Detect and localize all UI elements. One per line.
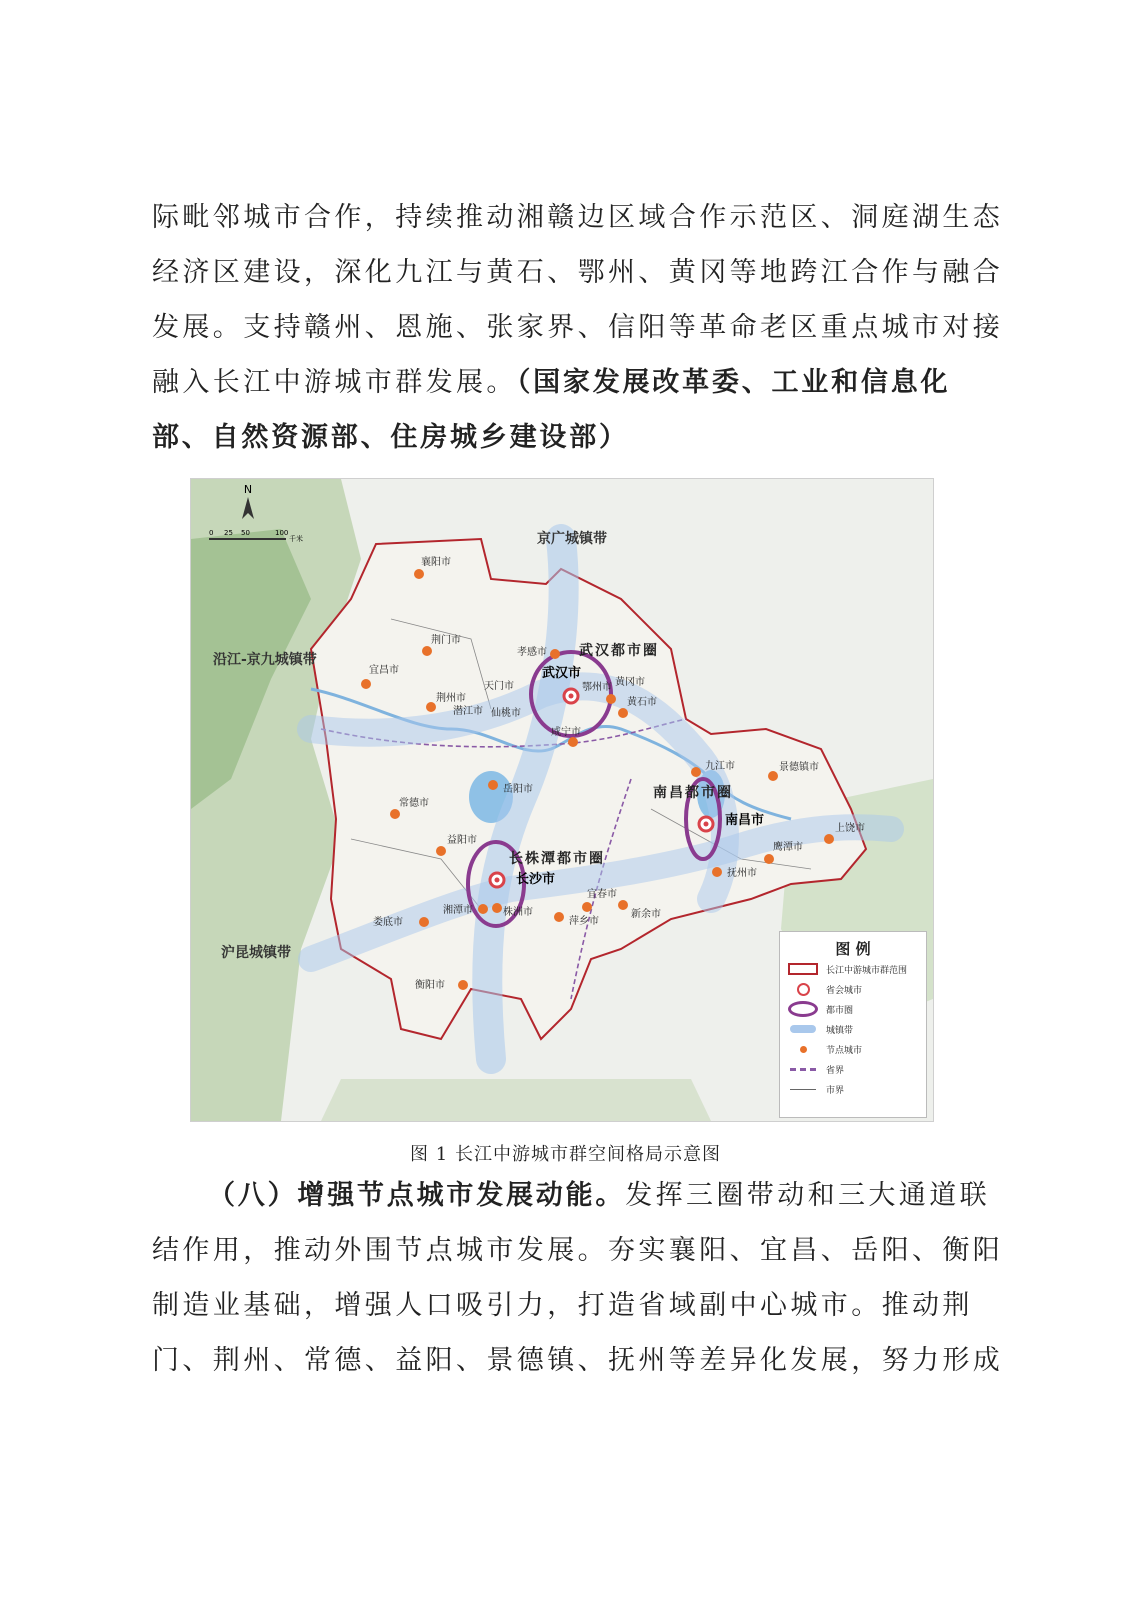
legend-item-capital <box>788 980 862 998</box>
node-dot <box>492 903 502 913</box>
node-label: 鄂州市 <box>582 682 612 693</box>
node-dot <box>390 809 400 819</box>
node-dot <box>691 767 701 777</box>
node-label: 黄石市 <box>627 697 657 708</box>
node-label: 咸宁市 <box>551 727 581 738</box>
node-label: 娄底市 <box>373 917 403 928</box>
node-dot <box>582 902 592 912</box>
node-dot <box>458 980 468 990</box>
corridor-label: 京广城镇带 <box>537 531 607 547</box>
node-label: 株洲市 <box>503 907 533 918</box>
legend-label: 市界 <box>826 1085 845 1096</box>
node-dot <box>712 867 722 877</box>
node-label: 孝感市 <box>517 647 547 658</box>
corridor-label: 沪昆城镇带 <box>221 945 291 961</box>
text-line: 发展。支持赣州、恩施、张家界、信阳等革命老区重点城市对接 <box>152 312 1004 343</box>
node-label: 湘潭市 <box>443 905 473 916</box>
province-line-icon <box>788 1062 818 1076</box>
text-line: 门、荆州、常德、益阳、景德镇、抚州等差异化发展，努力形成 <box>152 1345 1004 1376</box>
node-label: 九江市 <box>705 761 735 772</box>
capital-symbol-icon <box>788 982 818 996</box>
node-label: 岳阳市 <box>503 784 533 795</box>
node-dot <box>488 780 498 790</box>
node-label: 常德市 <box>399 798 429 809</box>
section-heading: （八）增强节点城市发展动能。 <box>208 1180 626 1211</box>
responsible-departments-cont: 部、自然资源部、住房城乡建设部） <box>152 422 629 453</box>
capital-label: 长沙市 <box>516 872 556 887</box>
paragraph-top <box>152 190 1004 465</box>
responsible-departments: （国家发展改革委、工业和信息化 <box>516 367 951 398</box>
node-label: 天门市 <box>484 681 514 692</box>
map-legend <box>779 931 927 1118</box>
legend-label: 省界 <box>826 1065 845 1076</box>
node-label: 鹰潭市 <box>773 842 803 853</box>
text-line: 际毗邻城市合作，持续推动湘赣边区域合作示范区、洞庭湖生态 <box>152 202 1004 233</box>
node-label: 仙桃市 <box>491 708 521 719</box>
capital-label: 南昌市 <box>725 813 765 828</box>
corridor-symbol-icon <box>788 1022 818 1036</box>
city-line-icon <box>788 1082 818 1096</box>
node-dot <box>824 834 834 844</box>
node-dot <box>478 904 488 914</box>
node-dot <box>414 569 424 579</box>
node-dot <box>764 854 774 864</box>
legend-item-province <box>788 1060 844 1078</box>
node-dot <box>550 649 560 659</box>
node-dot <box>361 679 371 689</box>
scale-tick: 50 <box>241 529 250 537</box>
scale-tick: 100 <box>275 529 289 537</box>
legend-label: 省会城市 <box>826 985 863 996</box>
north-label: N <box>243 483 253 496</box>
node-dot <box>768 771 778 781</box>
node-label: 景德镇市 <box>779 762 819 773</box>
text-line-rest: 发挥三圈带动和三大通道联 <box>625 1180 991 1211</box>
legend-label: 长江中游城市群范围 <box>826 965 908 976</box>
node-label: 宜春市 <box>587 889 617 900</box>
text-line-start: 融入长江中游城市群发展。 <box>152 367 517 398</box>
legend-item-range <box>788 960 907 978</box>
node-label: 襄阳市 <box>421 557 451 568</box>
legend-label: 城镇带 <box>826 1025 854 1036</box>
scale-unit: 千米 <box>289 535 303 543</box>
text-line <box>152 1168 991 1223</box>
legend-item-city <box>788 1080 844 1098</box>
paragraph-bottom <box>152 1168 1004 1388</box>
node-label: 潜江市 <box>453 706 483 717</box>
capital-changsha <box>490 871 555 887</box>
node-dot <box>426 702 436 712</box>
legend-title: 图 例 <box>835 940 871 958</box>
node-dot <box>568 737 578 747</box>
southern-hills <box>321 1079 711 1121</box>
node-label: 荆门市 <box>431 635 461 646</box>
legend-label: 节点城市 <box>826 1045 863 1056</box>
figure-caption: 图 1 长江中游城市群空间格局示意图 <box>410 1144 721 1165</box>
corridor-label: 沿江-京九城镇带 <box>213 652 317 668</box>
legend-item-corridor <box>788 1020 853 1038</box>
text-line <box>152 355 972 410</box>
node-dot <box>606 694 616 704</box>
node-dot <box>419 917 429 927</box>
node-label: 宜昌市 <box>369 665 399 676</box>
legend-item-metro <box>788 1000 853 1018</box>
node-dot <box>436 846 446 856</box>
metro-label: 武汉都市圈 <box>579 643 659 659</box>
node-label: 抚州市 <box>727 868 757 879</box>
scale-tick: 25 <box>224 529 233 537</box>
legend-label: 都市圈 <box>826 1005 854 1016</box>
metro-label: 长株潭都市圈 <box>509 851 605 867</box>
text-line: 结作用，推动外围节点城市发展。夯实襄阳、宜昌、岳阳、衡阳 <box>152 1235 1004 1266</box>
node-symbol-icon <box>788 1042 818 1056</box>
node-dot <box>618 708 628 718</box>
capital-label: 武汉市 <box>542 666 582 681</box>
range-symbol-icon <box>788 962 818 976</box>
node-label: 益阳市 <box>447 835 477 846</box>
node-label: 荆州市 <box>436 693 466 704</box>
node-dot <box>618 900 628 910</box>
node-dot <box>554 912 564 922</box>
node-label: 新余市 <box>631 909 661 920</box>
metro-symbol-icon <box>788 1002 818 1016</box>
scale-tick: 0 <box>209 529 214 537</box>
text-line: 经济区建设，深化九江与黄石、鄂州、黄冈等地跨江合作与融合 <box>152 257 1004 288</box>
node-label: 衡阳市 <box>415 980 445 991</box>
node-label: 上饶市 <box>835 823 865 834</box>
legend-item-node <box>788 1040 862 1058</box>
spatial-layout-map <box>190 478 934 1122</box>
text-line: 制造业基础，增强人口吸引力，打造省域副中心城市。推动荆 <box>152 1290 973 1321</box>
node-label: 黄冈市 <box>615 677 645 688</box>
node-label: 萍乡市 <box>569 916 599 927</box>
metro-label: 南昌都市圈 <box>653 785 733 801</box>
node-dot <box>422 646 432 656</box>
